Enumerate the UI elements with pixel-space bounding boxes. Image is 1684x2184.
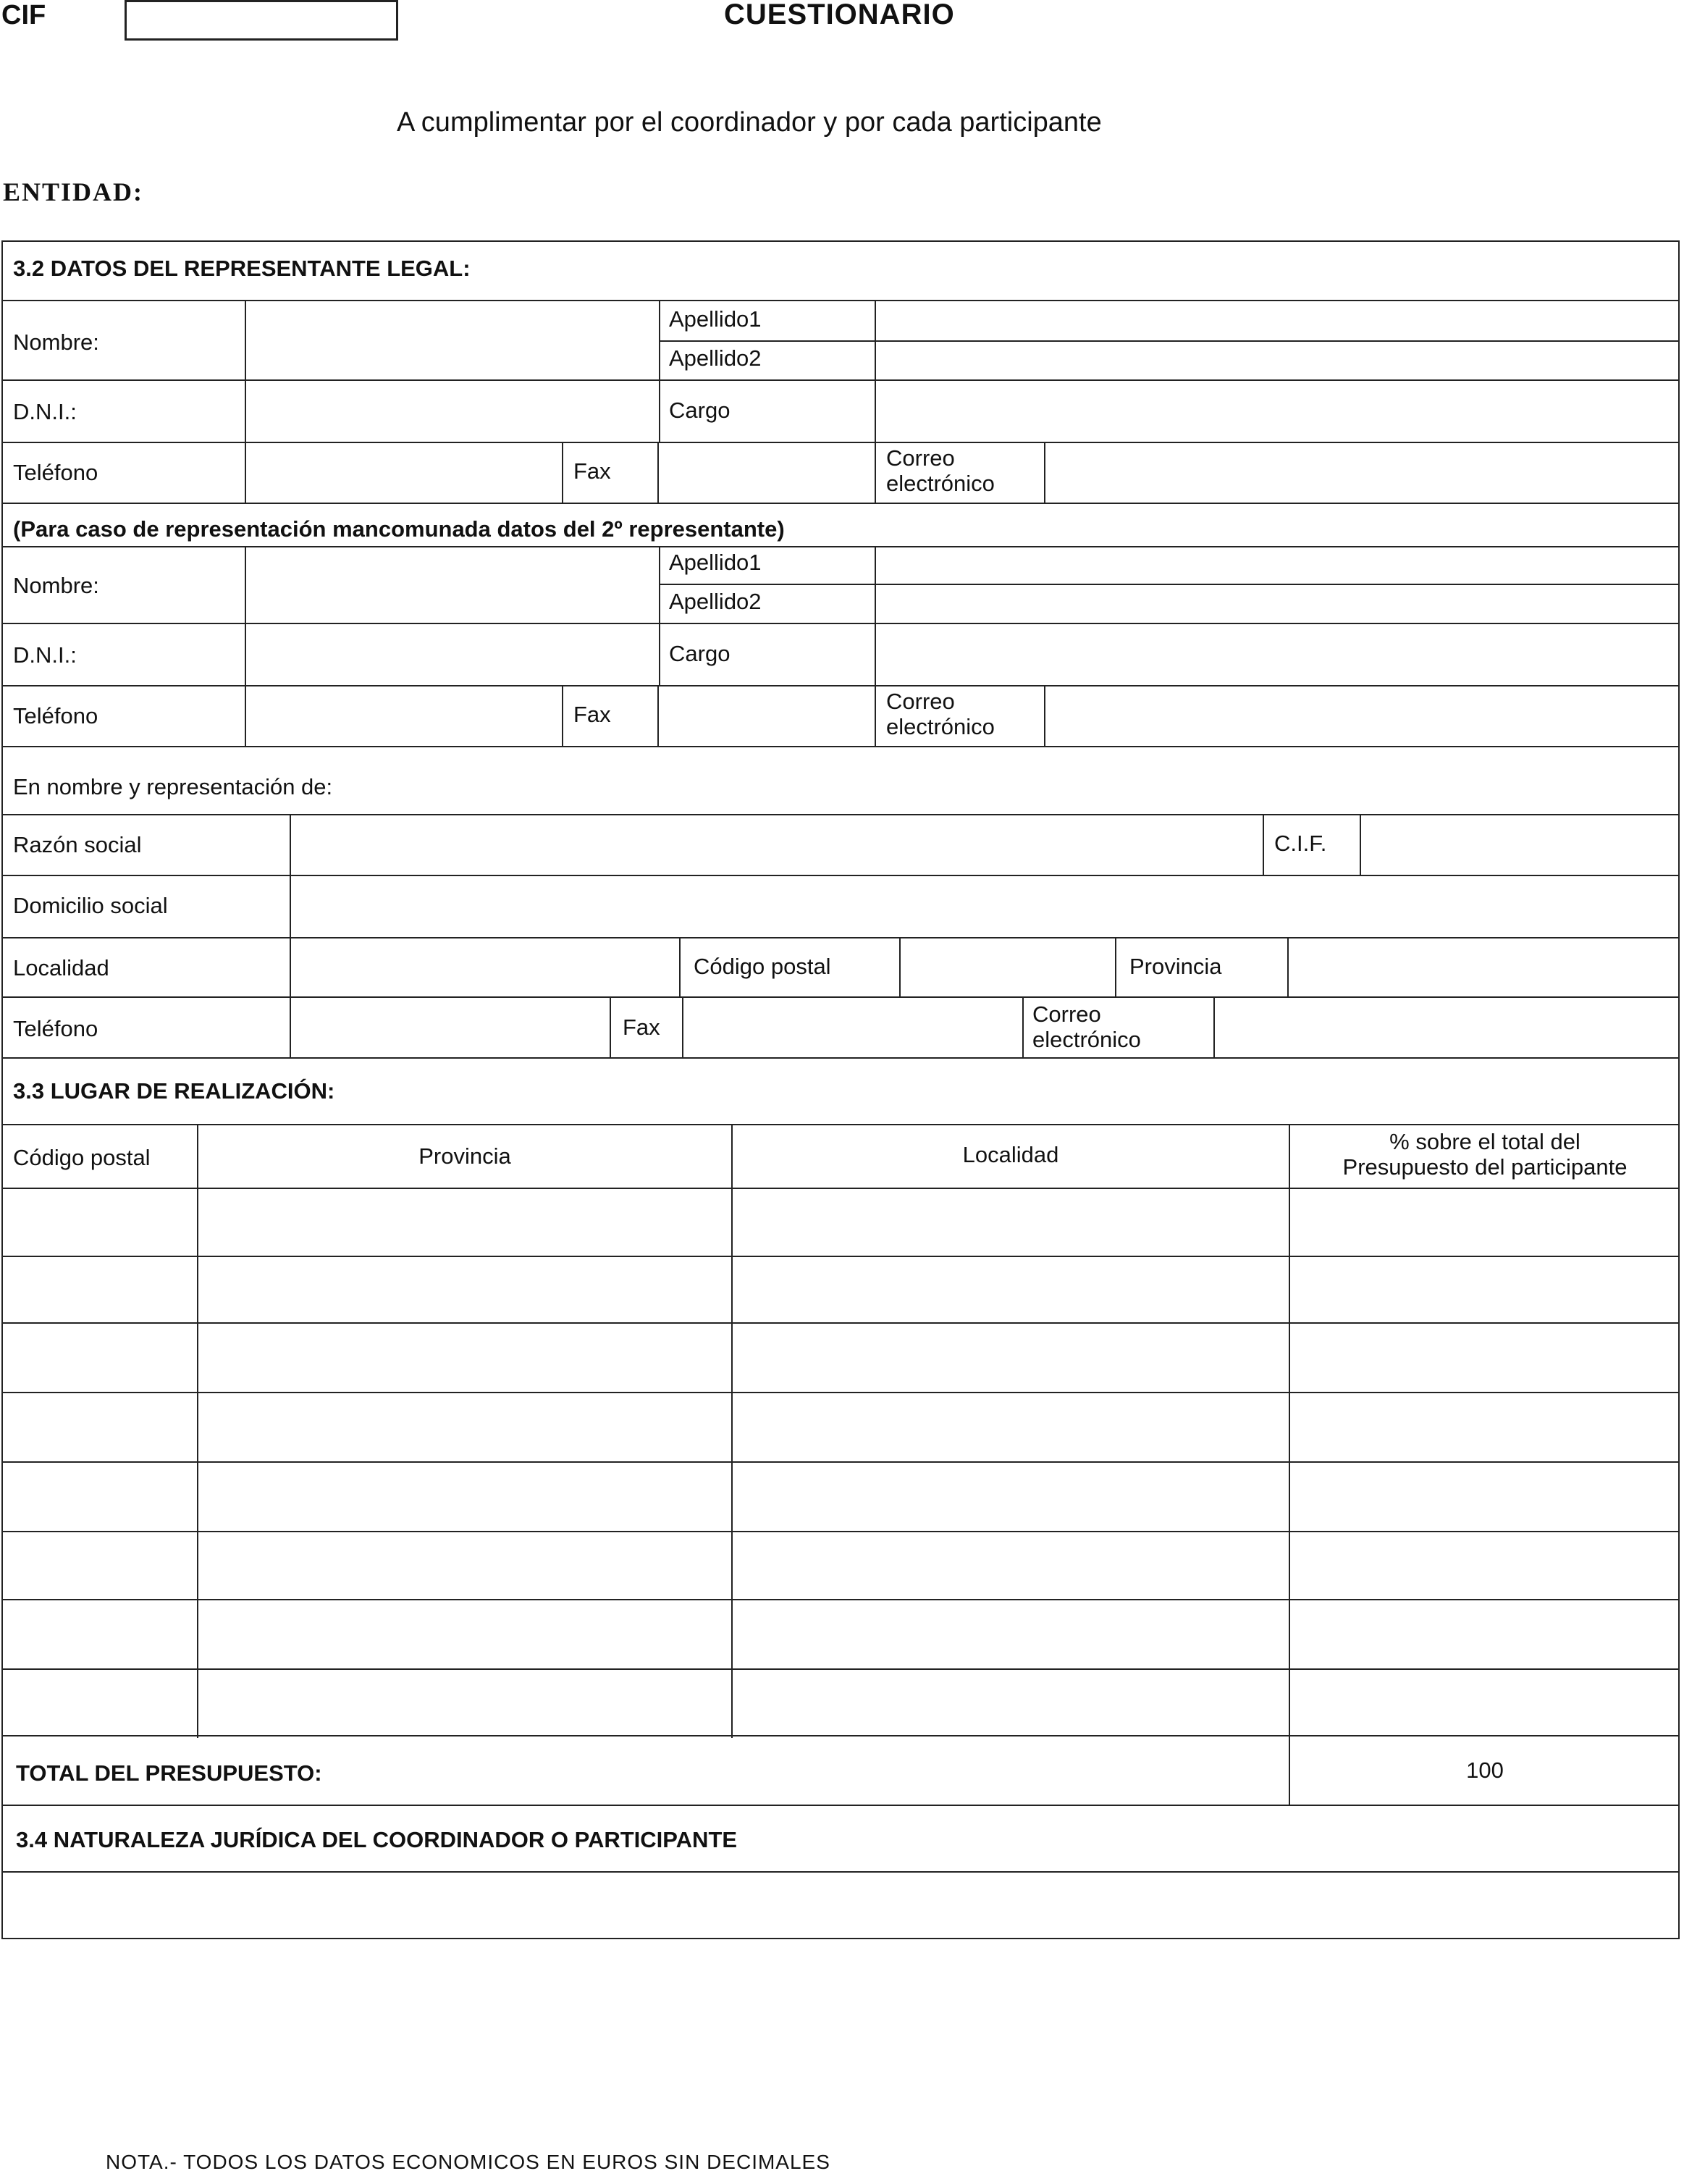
apellido2-2-input[interactable] bbox=[877, 587, 1678, 621]
section-33-heading: 3.3 LUGAR DE REALIZACIÓN: bbox=[13, 1078, 335, 1104]
nombre-label: Nombre: bbox=[13, 329, 99, 355]
telefono-label: Teléfono bbox=[13, 460, 98, 485]
fax-2-label: Fax bbox=[573, 702, 611, 727]
correo-input[interactable] bbox=[1047, 445, 1678, 501]
correo-entity-input[interactable] bbox=[1216, 999, 1678, 1056]
correo-2-input[interactable] bbox=[1047, 688, 1678, 744]
apellido2-2-label: Apellido2 bbox=[669, 589, 762, 614]
telefono-entity-label: Teléfono bbox=[13, 1016, 98, 1041]
correo-2-label: Correo electrónico bbox=[886, 689, 995, 739]
telefono-2-input[interactable] bbox=[248, 688, 560, 744]
fax-2-input[interactable] bbox=[660, 688, 873, 744]
correo-entity-label: Correo electrónico bbox=[1032, 1001, 1141, 1052]
section-34-heading: 3.4 NATURALEZA JURÍDICA DEL COORDINADOR O PARTICIPANTE bbox=[16, 1827, 738, 1852]
col-codigo-postal: Código postal bbox=[13, 1145, 151, 1170]
apellido2-label: Apellido2 bbox=[669, 345, 762, 371]
telefono-2-label: Teléfono bbox=[13, 703, 98, 728]
en-nombre-label: En nombre y representación de: bbox=[13, 774, 333, 799]
fax-input[interactable] bbox=[660, 445, 873, 501]
apellido2-input[interactable] bbox=[877, 343, 1678, 378]
provincia-input[interactable] bbox=[1290, 940, 1678, 995]
telefono-input[interactable] bbox=[248, 445, 560, 501]
dni-2-input[interactable] bbox=[248, 626, 657, 684]
nombre-input[interactable] bbox=[248, 303, 657, 378]
apellido1-label: Apellido1 bbox=[669, 306, 762, 332]
telefono-entity-input[interactable] bbox=[292, 999, 608, 1056]
localidad-label: Localidad bbox=[13, 955, 109, 980]
correo-label: Correo electrónico bbox=[886, 445, 995, 496]
dni-input[interactable] bbox=[248, 382, 657, 440]
col-localidad: Localidad bbox=[962, 1142, 1059, 1167]
codigo-postal-input[interactable] bbox=[902, 940, 1113, 995]
localidad-input[interactable] bbox=[292, 940, 678, 995]
fax-entity-input[interactable] bbox=[685, 999, 1021, 1056]
total-value: 100 bbox=[1466, 1757, 1504, 1783]
apellido1-input[interactable] bbox=[877, 303, 1678, 339]
naturaleza-juridica-input[interactable] bbox=[3, 1874, 1678, 1938]
cif-label: CIF bbox=[1, 0, 46, 30]
razon-social-label: Razón social bbox=[13, 832, 142, 857]
domicilio-label: Domicilio social bbox=[13, 893, 168, 918]
cif-entity-label: C.I.F. bbox=[1274, 831, 1327, 856]
dni-label: D.N.I.: bbox=[13, 399, 77, 424]
dni-2-label: D.N.I.: bbox=[13, 642, 77, 668]
nombre-2-input[interactable] bbox=[248, 549, 657, 621]
cif-entity-input[interactable] bbox=[1363, 817, 1678, 873]
col-provincia: Provincia bbox=[418, 1143, 511, 1169]
cif-input[interactable] bbox=[125, 0, 398, 41]
total-label: TOTAL DEL PRESUPUESTO: bbox=[16, 1760, 322, 1786]
fax-label: Fax bbox=[573, 458, 611, 484]
codigo-postal-label: Código postal bbox=[694, 954, 831, 979]
page-title: CUESTIONARIO bbox=[724, 0, 955, 30]
apellido1-2-label: Apellido1 bbox=[669, 550, 762, 575]
cargo-2-label: Cargo bbox=[669, 641, 731, 666]
cargo-2-input[interactable] bbox=[877, 626, 1678, 684]
footer-note: NOTA.- TODOS LOS DATOS ECONOMICOS EN EUROS SIN DECIMALES bbox=[106, 2151, 830, 2173]
domicilio-input[interactable] bbox=[292, 878, 1678, 936]
col-porcentaje: % sobre el total del Presupuesto del participante bbox=[1342, 1129, 1628, 1180]
section-32-heading: 3.2 DATOS DEL REPRESENTANTE LEGAL: bbox=[13, 256, 471, 281]
provincia-label: Provincia bbox=[1129, 954, 1222, 979]
cargo-input[interactable] bbox=[877, 382, 1678, 440]
page-subtitle: A cumplimentar por el coordinador y por cada participante bbox=[397, 107, 1102, 138]
nombre-2-label: Nombre: bbox=[13, 573, 99, 598]
entidad-label: ENTIDAD: bbox=[3, 177, 144, 206]
fax-entity-label: Fax bbox=[623, 1015, 660, 1040]
apellido1-2-input[interactable] bbox=[877, 549, 1678, 582]
cargo-label: Cargo bbox=[669, 398, 731, 423]
razon-social-input[interactable] bbox=[292, 817, 1261, 873]
second-rep-heading: (Para caso de representación mancomunada datos del 2º representante) bbox=[13, 516, 785, 542]
